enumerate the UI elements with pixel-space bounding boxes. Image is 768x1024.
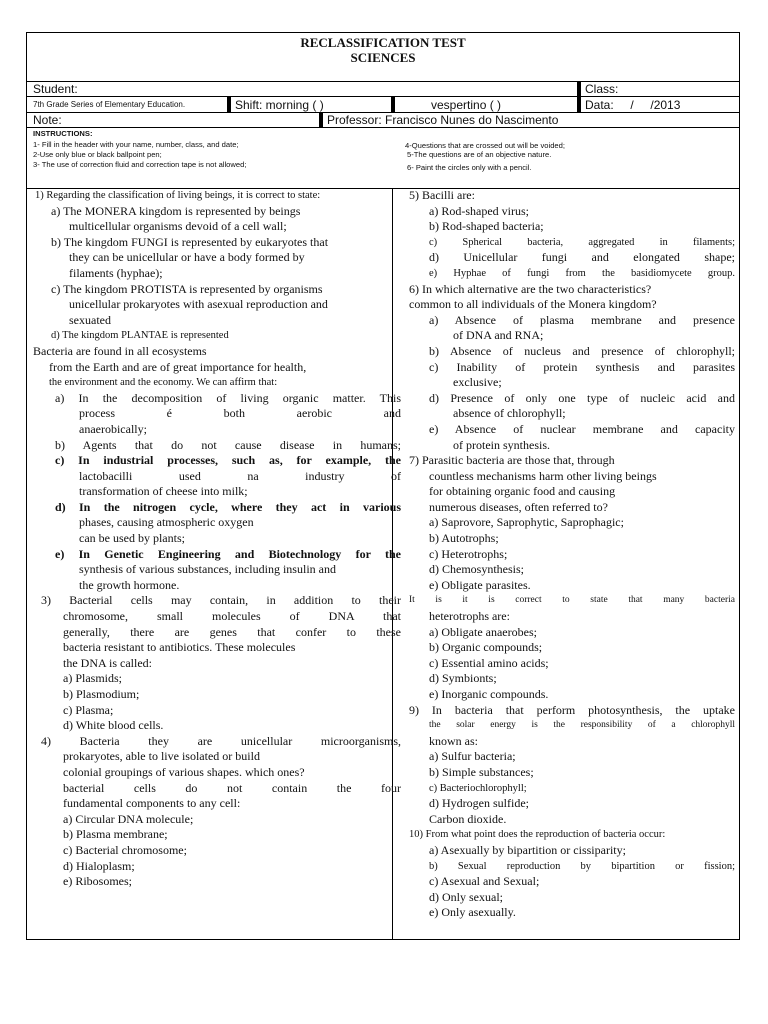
right-question-line: c) Bacteriochlorophyll; <box>429 782 527 794</box>
left-question-line: multicellular organisms devoid of a cell wall; <box>69 219 287 234</box>
right-question-line: e) Only asexually. <box>429 905 516 920</box>
right-question-line: It is it is correct to state that many bacteria <box>409 595 735 606</box>
right-question-line: 9) In bacteria that perform photosynthesis, the uptake <box>409 702 735 717</box>
right-question-line: a) Asexually by bipartition or cissiparity; <box>429 842 626 857</box>
left-question-line: prokaryotes, able to live isolated or build <box>63 749 260 764</box>
right-question-line: absence of chlorophyll; <box>453 406 566 421</box>
left-question-line: c) Plasma; <box>63 702 114 717</box>
instruction-5: 5-The questions are of an objective nature. <box>407 150 552 159</box>
right-question-line: the solar energy is the responsibility of a chlorophyll <box>429 720 735 731</box>
right-question-line: c) Heterotrophs; <box>429 546 508 561</box>
instruction-6: 6- Paint the circles only with a pencil. <box>407 163 532 172</box>
left-question-line: can be used by plants; <box>79 531 185 546</box>
right-question-line: d) Symbionts; <box>429 671 497 686</box>
left-question-line: 1) Regarding the classification of living beings, it is correct to state: <box>35 190 321 201</box>
right-question-line: e) Hyphae of fungi from the basidiomycete group. <box>429 267 735 279</box>
left-question-line: bacterial cells do not contain the four <box>63 780 401 795</box>
right-question-line: b) Organic compounds; <box>429 640 543 655</box>
right-question-line: Carbon dioxide. <box>429 811 507 826</box>
left-question-line: a) Circular DNA molecule; <box>63 811 194 826</box>
note-row <box>27 112 739 128</box>
right-question-line: d) Chemosynthesis; <box>429 562 524 577</box>
class-field[interactable]: Class: <box>577 82 739 97</box>
right-question-line: c) Asexual and Sexual; <box>429 874 540 889</box>
right-question-line: heterotrophs are: <box>429 609 510 624</box>
instruction-1: 1- Fill in the header with your name, number, class, and date; <box>33 140 239 149</box>
left-question-line: fundamental components to any cell: <box>63 796 241 811</box>
left-question-line: e) Ribosomes; <box>63 874 132 889</box>
shift-morning[interactable]: Shift: morning ( ) <box>227 97 391 113</box>
right-question-line: a) Rod-shaped virus; <box>429 203 529 218</box>
right-question-line: of DNA and RNA; <box>453 328 544 343</box>
student-field[interactable]: Student: <box>33 82 78 96</box>
shift-vespertino[interactable]: vespertino ( ) <box>391 97 611 113</box>
right-question-line: c) Essential amino acids; <box>429 655 549 670</box>
instruction-3: 3- The use of correction fluid and correction tape is not allowed; <box>33 160 247 169</box>
right-question-line: b) Sexual reproduction by bipartition or fission; <box>429 860 735 872</box>
right-question-line: d) Only sexual; <box>429 889 503 904</box>
test-subtitle: SCIENCES <box>350 50 416 65</box>
right-question-line: e) Inorganic compounds. <box>429 687 549 701</box>
instructions-heading: INSTRUCTIONS: <box>33 129 93 138</box>
grade-row <box>27 96 739 113</box>
left-question-line: c) The kingdom PROTISTA is represented by organisms <box>51 281 323 296</box>
right-question-line: common to all individuals of the Monera kingdom? <box>409 297 657 312</box>
left-question-line: filaments (hyphae); <box>69 265 163 280</box>
left-question-line: transformation of cheese into milk; <box>79 484 248 499</box>
left-question-line: phases, causing atmospheric oxygen <box>79 515 254 530</box>
left-question-line: colonial groupings of various shapes. which ones? <box>63 764 305 779</box>
left-question-line: b) The kingdom FUNGI is represented by eukaryotes that <box>51 234 329 249</box>
left-question-line: c) Bacterial chromosome; <box>63 842 187 857</box>
left-question-line: the DNA is called: <box>63 655 152 670</box>
instructions-box <box>27 127 739 189</box>
note-field[interactable]: Note: <box>33 113 62 127</box>
professor-label: Professor: Francisco Nunes do Nascimento <box>319 113 739 128</box>
right-question-line: d) Presence of only one type of nucleic acid and <box>429 390 735 405</box>
right-question-line: a) Absence of plasma membrane and presence <box>429 312 735 327</box>
right-question-line: exclusive; <box>453 375 502 390</box>
left-question-line: a) In the decomposition of living organic matter. This <box>55 390 401 405</box>
right-question-line: a) Saprovore, Saprophytic, Saprophagic; <box>429 515 624 530</box>
left-question-line: 4) Bacteria they are unicellular microorganisms, <box>41 733 401 748</box>
left-question-line: chromosome, small molecules of DNA that <box>63 609 401 624</box>
left-question-line: d) The kingdom PLANTAE is represented <box>51 330 229 342</box>
right-questions <box>405 188 739 921</box>
right-question-line: b) Simple substances; <box>429 764 534 779</box>
left-question-line: from the Earth and are of great importance for health, <box>49 359 307 374</box>
left-question-line: b) Plasma membrane; <box>63 827 168 842</box>
date-field[interactable]: Data: / /2013 <box>577 97 739 113</box>
left-question-line: the growth hormone. <box>79 577 180 592</box>
right-question-line: b) Absence of nucleus and presence of chlorophyll; <box>429 343 735 358</box>
student-row <box>27 81 739 97</box>
right-question-line: 7) Parasitic bacteria are those that, through <box>409 453 615 468</box>
instruction-4: 4-Questions that are crossed out will be voided; <box>405 141 565 150</box>
right-question-line: e) Obligate parasites. <box>429 577 531 592</box>
left-question-line: unicellular prokaryotes with asexual reproduction and <box>69 297 328 312</box>
right-question-line: 10) From what point does the reproduction of bacteria occur: <box>409 829 666 841</box>
left-question-line: d) Hialoplasm; <box>63 858 135 873</box>
test-title: RECLASSIFICATION TEST <box>300 35 466 50</box>
left-question-line: 3) Bacterial cells may contain, in addition to their <box>41 593 401 608</box>
left-question-line: lactobacilli used na industry of <box>79 468 401 483</box>
right-question-line: for obtaining organic food and causing <box>429 484 616 499</box>
left-question-line: the environment and the economy. We can affirm that: <box>49 377 278 389</box>
left-question-line: d) In the nitrogen cycle, where they act in various <box>55 499 401 514</box>
right-question-line: of protein synthesis. <box>453 437 550 452</box>
right-question-line: a) Obligate anaerobes; <box>429 624 537 639</box>
left-question-line: generally, there are genes that confer to these <box>63 624 401 639</box>
test-sheet <box>26 32 740 940</box>
right-question-line: countless mechanisms harm other living beings <box>429 468 657 483</box>
left-question-line: sexuated <box>69 312 111 327</box>
grade-label: 7th Grade Series of Elementary Education. <box>33 100 186 109</box>
right-question-line: d) Hydrogen sulfide; <box>429 796 529 811</box>
left-question-line: d) White blood cells. <box>63 718 164 733</box>
right-question-line: b) Autotrophs; <box>429 531 499 546</box>
right-question-line: d) Unicellular fungi and elongated shape; <box>429 250 735 265</box>
left-questions <box>35 188 405 890</box>
left-question-line: b) Agents that do not cause disease in humans; <box>55 437 401 452</box>
left-question-line: a) Plasmids; <box>63 671 122 686</box>
right-question-line: b) Rod-shaped bacteria; <box>429 219 544 234</box>
right-question-line: numerous diseases, often referred to? <box>429 499 608 514</box>
right-question-line: 6) In which alternative are the two characteristics? <box>409 281 652 296</box>
left-question-line: Bacteria are found in all ecosystems <box>33 343 207 358</box>
left-question-line: they can be unicellular or have a body formed by <box>69 250 305 265</box>
left-question-line: anaerobically; <box>79 421 147 436</box>
left-question-line: a) The MONERA kingdom is represented by beings <box>51 203 301 218</box>
right-question-line: e) Absence of nuclear membrane and capacity <box>429 421 735 436</box>
left-question-line: synthesis of various substances, including insulin and <box>79 562 336 577</box>
left-question-line: process é both aerobic and <box>79 406 401 421</box>
left-question-line: bacteria resistant to antibiotics. These molecules <box>63 640 296 655</box>
right-question-line: known as: <box>429 733 478 748</box>
right-question-line: c) Spherical bacteria, aggregated in filaments; <box>429 236 735 248</box>
instruction-2: 2-Use only blue or black ballpoint pen; <box>33 150 162 159</box>
right-question-line: a) Sulfur bacteria; <box>429 749 516 764</box>
left-question-line: e) In Genetic Engineering and Biotechnology for the <box>55 546 401 561</box>
left-question-line: b) Plasmodium; <box>63 687 140 701</box>
right-question-line: 5) Bacilli are: <box>409 188 475 202</box>
left-question-line: c) In industrial processes, such as, for example, the <box>55 453 401 468</box>
right-question-line: c) Inability of protein synthesis and parasites <box>429 359 735 374</box>
